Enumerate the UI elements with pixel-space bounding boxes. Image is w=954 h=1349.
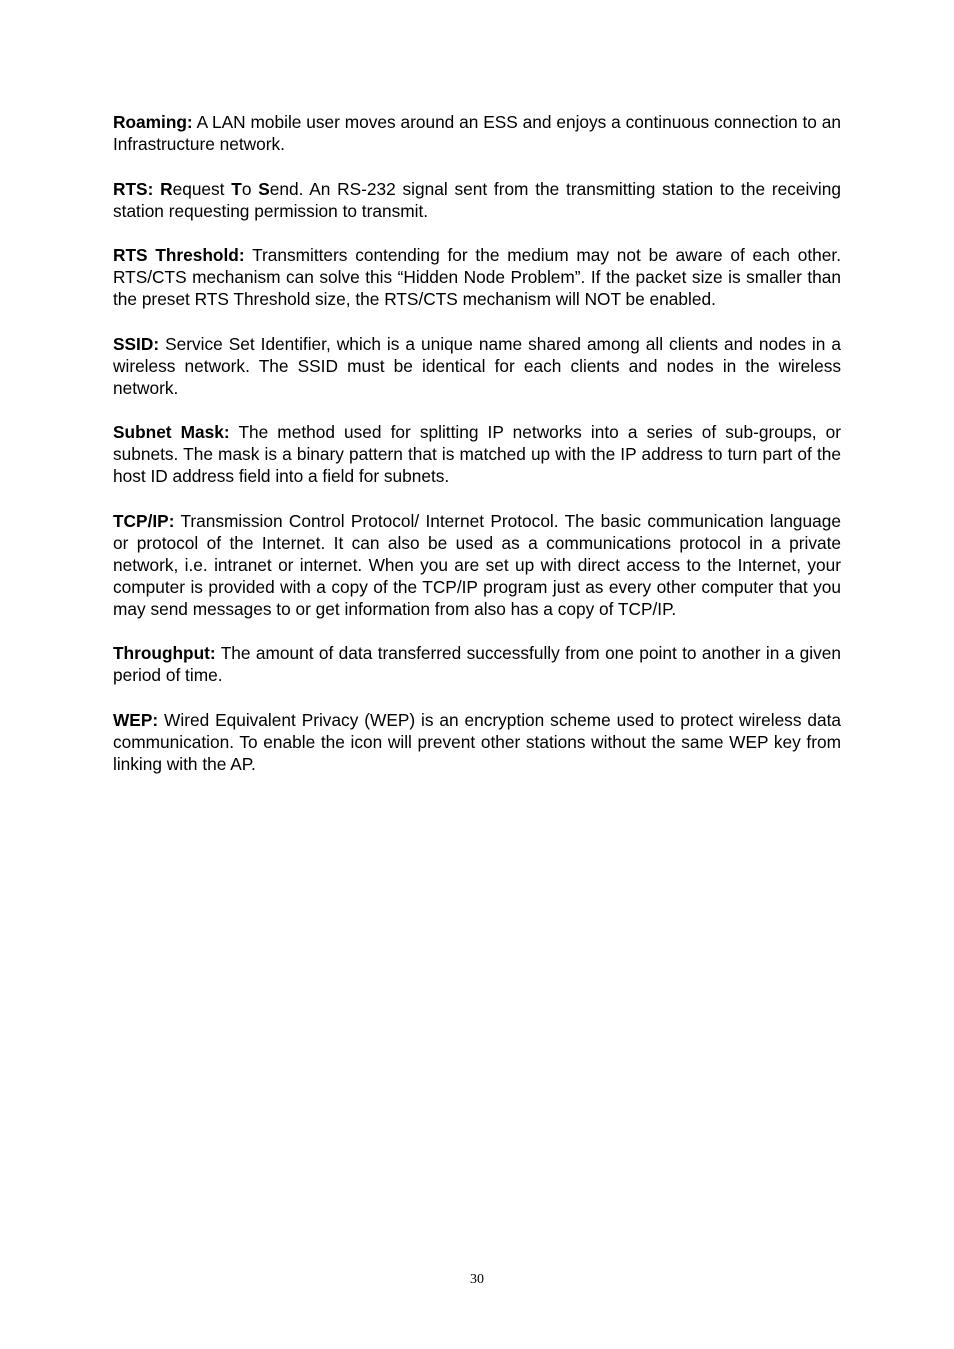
glossary-entry-throughput xyxy=(113,642,841,686)
glossary-definition: The method used for splitting IP networks into a series of sub-groups, or subnets. The mask is a binary pattern that is matched up with the IP address to turn part of the host ID address field into a field for subnets. xyxy=(113,422,841,486)
definition-segment: end. An RS-232 signal sent from the transmitting station to the receiving station requesting permission to transmit. xyxy=(113,178,841,221)
definition-segment: o xyxy=(241,178,259,199)
glossary-content xyxy=(113,111,841,797)
definition-segment: equest xyxy=(172,178,232,199)
glossary-entry-subnet-mask xyxy=(113,421,841,487)
glossary-entry-roaming xyxy=(113,111,841,155)
glossary-entry-tcp-ip xyxy=(113,510,841,620)
glossary-term: Subnet Mask: xyxy=(113,422,230,442)
glossary-definition: Wired Equivalent Privacy (WEP) is an encryption scheme used to protect wireless data communication. To enable the icon will prevent other stations without the same WEP key from linking with the AP. xyxy=(113,709,841,774)
glossary-entry-rts xyxy=(113,178,841,222)
glossary-term: Roaming: xyxy=(113,112,193,132)
glossary-term: RTS: xyxy=(113,178,154,199)
definition-segment: T xyxy=(231,178,242,199)
glossary-entry-ssid xyxy=(113,333,841,399)
definition-segment: S xyxy=(258,178,270,199)
glossary-term: RTS Threshold: xyxy=(113,245,245,265)
glossary-term: WEP: xyxy=(113,709,159,730)
page-number: 30 xyxy=(470,1272,484,1287)
glossary-term: SSID: xyxy=(113,333,160,354)
glossary-term: TCP/IP: xyxy=(113,510,175,531)
glossary-entry-rts-threshold xyxy=(113,244,841,310)
definition-segment: R xyxy=(160,178,173,199)
glossary-definition: Service Set Identifier, which is a unique name shared among all clients and nodes in a wireless network. The SSID must be identical for each clients and nodes in the wireless network. xyxy=(113,333,841,398)
glossary-definition: A LAN mobile user moves around an ESS and enjoys a continuous connection to an Infrastructure network. xyxy=(113,112,841,154)
glossary-definition: Transmission Control Protocol/ Internet Protocol. The basic communication language or protocol of the Internet. It can also be used as a communications protocol in a private network, i.e. intranet or internet. When you are set up with direct access to the Internet, your computer is provided with a copy of the TCP/IP program just as every other computer that you may send messages to or get information from also has a copy of TCP/IP. xyxy=(113,510,841,619)
glossary-entry-wep xyxy=(113,709,841,775)
glossary-definition: Transmitters contending for the medium may not be aware of each other. RTS/CTS mechanism can solve this “Hidden Node Problem”. If the packet size is smaller than the preset RTS Threshold size, the RTS/CTS mechanism will NOT be enabled. xyxy=(113,245,842,309)
glossary-term: Throughput: xyxy=(113,643,216,663)
glossary-definition: The amount of data transferred successfully from one point to another in a given period of time. xyxy=(113,643,841,685)
